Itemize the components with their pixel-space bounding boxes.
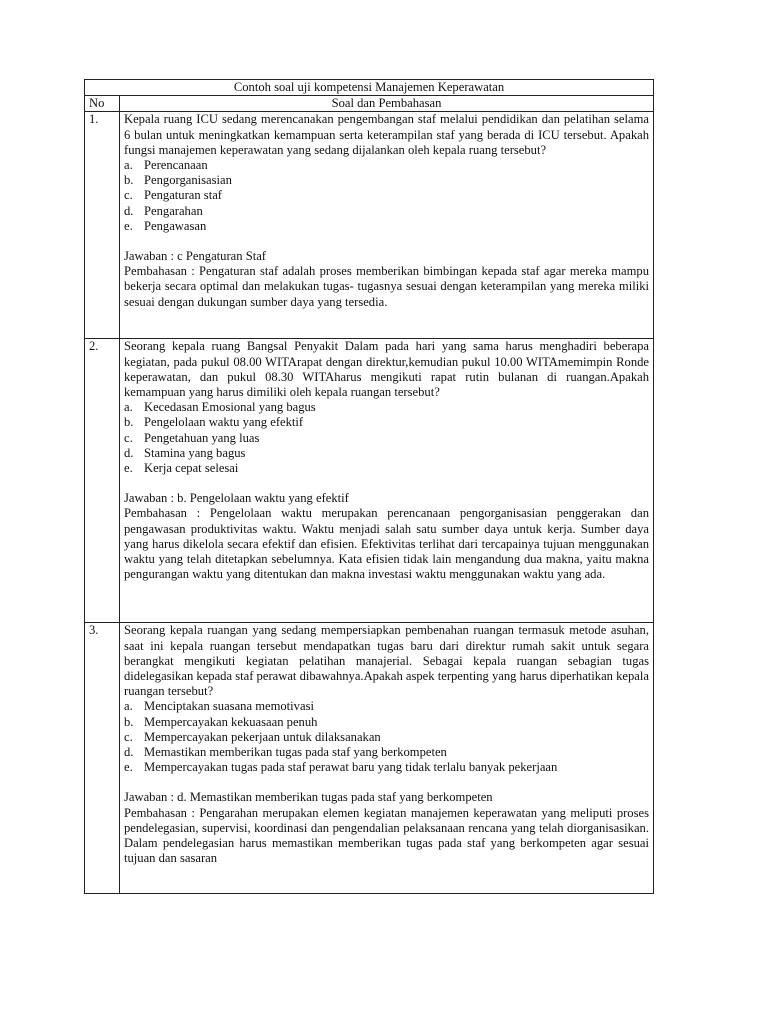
option-text: Pengorganisasian xyxy=(144,173,232,188)
question-text: Seorang kepala ruang Bangsal Penyakit Dalam pada hari yang sama harus menghadiri beberapa kegiatan, pada pukul 08.00 WITArapat dengan direktur,kemudian pukul 10.00 WITAmemimpin Ronde keperawatan, dan pukul 08.30 WITAharus mengikuti rapat rutin bulanan di ruangan.Apakah kemampuan yang harus dimiliki oleh kepala ruangan tersebut? xyxy=(124,339,649,400)
option-text: Pengelolaan waktu yang efektif xyxy=(144,415,304,430)
option-item xyxy=(124,461,649,476)
question-cell xyxy=(120,623,654,894)
option-letter: d. xyxy=(124,745,134,760)
table-row xyxy=(85,623,654,894)
option-text: Kerja cepat selesai xyxy=(144,461,239,476)
option-item xyxy=(124,715,649,730)
table-header-row xyxy=(85,96,654,112)
option-letter: c. xyxy=(124,729,133,744)
option-letter: e. xyxy=(124,218,133,233)
table-title: Contoh soal uji kompetensi Manajemen Keperawatan xyxy=(85,80,654,96)
question-number: 1. xyxy=(85,112,120,339)
header-no: No xyxy=(85,96,120,112)
option-text: Mempercayakan kekuasaan penuh xyxy=(144,714,318,729)
answer-text: Jawaban : c Pengaturan Staf xyxy=(124,249,266,264)
option-list xyxy=(124,400,649,476)
option-item xyxy=(124,730,649,745)
option-text: Memastikan memberikan tugas pada staf yang berkompeten xyxy=(144,745,447,760)
question-number: 2. xyxy=(85,339,120,623)
header-content: Soal dan Pembahasan xyxy=(120,96,654,112)
table-row xyxy=(85,112,654,339)
spacer xyxy=(124,234,649,249)
option-letter: e. xyxy=(124,760,133,775)
question-text: Kepala ruang ICU sedang merencanakan pengembangan staf melalui pendidikan dan pelatihan selama 6 bulan untuk meningkatkan kemampuan serta keterampilan staf yang berada di ICU tersebut. Apakah fungsi manajemen keperawatan yang sedang dijalankan oleh kepala ruang tersebut? xyxy=(124,112,649,157)
option-text: Pengarahan xyxy=(144,203,203,218)
option-item xyxy=(124,400,649,415)
option-letter: a. xyxy=(124,400,133,415)
option-letter: b. xyxy=(124,415,134,430)
answer-text: Jawaban : d. Memastikan memberikan tugas pada staf yang berkompeten xyxy=(124,790,493,805)
option-text: Perencanaan xyxy=(144,158,208,173)
option-text: Mempercayakan pekerjaan untuk dilaksanakan xyxy=(144,729,381,744)
option-letter: a. xyxy=(124,699,133,714)
option-letter: c. xyxy=(124,430,133,445)
option-text: Mempercayakan tugas pada staf perawat baru yang tidak terlalu banyak pekerjaan xyxy=(144,760,558,775)
option-letter: d. xyxy=(124,203,134,218)
option-item xyxy=(124,745,649,760)
option-list xyxy=(124,158,649,234)
question-number: 3. xyxy=(85,623,120,894)
option-letter: b. xyxy=(124,173,134,188)
explanation-text: Pembahasan : Pengarahan merupakan elemen kegiatan manajemen keperawatan yang meliputi proses pendelegasian, supervisi, koordinasi dan pengendalian pelaksanaan rencana yang telah diorganisasikan. Dalam pendelegasian harus memastikan memberikan tugas pada staf yang berkompeten agar sesuai tujuan dan sasaran xyxy=(124,805,649,866)
option-text: Pengaturan staf xyxy=(144,188,222,203)
spacer xyxy=(124,476,649,491)
spacer xyxy=(124,775,649,790)
option-item xyxy=(124,204,649,219)
option-list xyxy=(124,699,649,775)
answer-text: Jawaban : b. Pengelolaan waktu yang efektif xyxy=(124,491,349,506)
option-letter: c. xyxy=(124,188,133,203)
explanation-text: Pembahasan : Pengelolaan waktu merupakan perencanaan pengorganisasian penggerakan dan pengawasan produktivitas waktu. Waktu menjadi salah satu sumber daya untuk kerja. Sumber daya yang harus dikelola secara efektif dan efisien. Efektivitas terlihat dari tercapainya tujuan menggunakan waktu yang telah ditetapkan sebelumnya. Kata efisien tidak lain mengandung dua makna, yaitu makna pengurangan waktu yang ditentukan dan makna investasi waktu menggunakan waktu yang ada. xyxy=(124,506,649,582)
option-item xyxy=(124,173,649,188)
question-text: Seorang kepala ruangan yang sedang mempersiapkan pembenahan ruangan termasuk metode asuhan, saat ini kepala ruangan tersebut mendapatkan tugas baru dari direktur rumah sakit untuk segara berangkat mengikuti kegiatan pelatihan manajerial. Sebagai kepala ruangan sebagian tugas didelegasikan kepada staf perawat dibawahnya.Apakah aspek terpenting yang harus diperhatikan kepala ruangan tersebut? xyxy=(124,623,649,699)
table-row xyxy=(85,339,654,623)
option-text: Pengawasan xyxy=(144,218,207,233)
option-text: Menciptakan suasana memotivasi xyxy=(144,699,314,714)
option-item xyxy=(124,158,649,173)
quiz-table xyxy=(84,79,654,894)
question-cell xyxy=(120,112,654,339)
option-text: Stamina yang bagus xyxy=(144,445,246,460)
option-item xyxy=(124,219,649,234)
question-cell xyxy=(120,339,654,623)
option-item xyxy=(124,446,649,461)
option-letter: d. xyxy=(124,445,134,460)
option-text: Kecedasan Emosional yang bagus xyxy=(144,400,316,415)
option-item xyxy=(124,431,649,446)
table-title-row xyxy=(85,80,654,96)
option-item xyxy=(124,760,649,775)
option-letter: a. xyxy=(124,158,133,173)
option-item xyxy=(124,415,649,430)
option-text: Pengetahuan yang luas xyxy=(144,430,260,445)
option-letter: e. xyxy=(124,461,133,476)
option-item xyxy=(124,188,649,203)
option-item xyxy=(124,699,649,714)
option-letter: b. xyxy=(124,714,134,729)
explanation-text: Pembahasan : Pengaturan staf adalah proses memberikan bimbingan kepada staf agar mereka mampu bekerja secara optimal dan melakukan tugas- tugasnya sesuai dengan keterampilan yang mereka miliki sesuai dengan dukungan sumber daya yang tersedia. xyxy=(124,264,649,309)
